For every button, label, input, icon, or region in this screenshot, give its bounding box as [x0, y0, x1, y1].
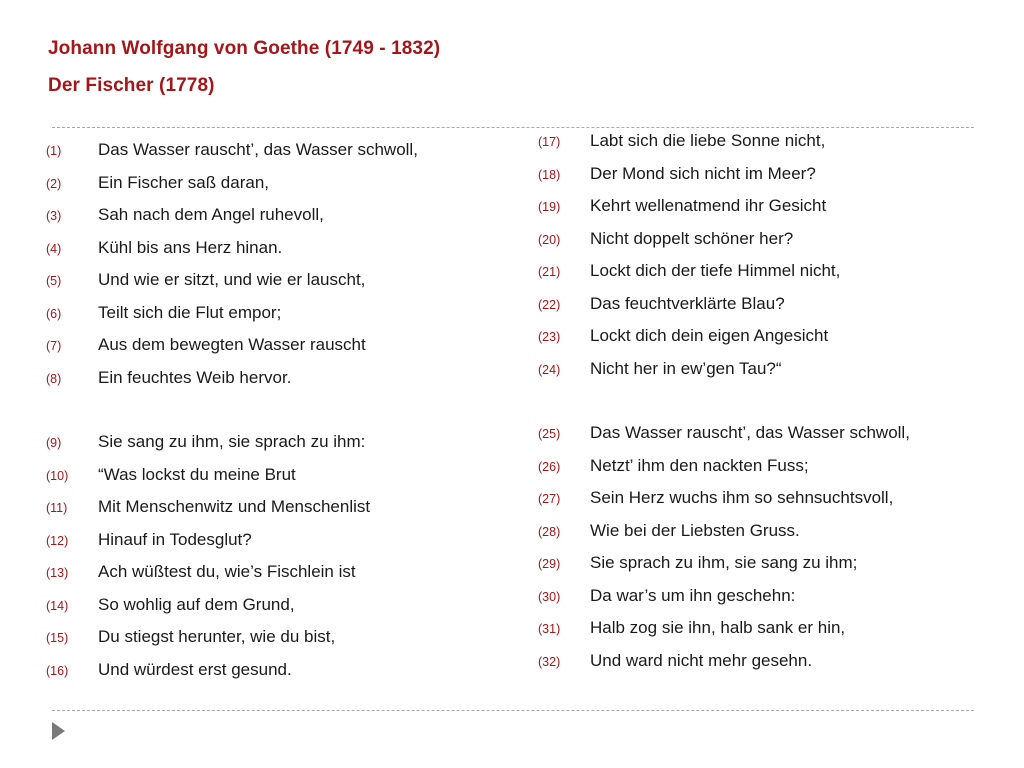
- line-number: (8): [46, 371, 62, 386]
- line-number: (1): [46, 144, 62, 158]
- line-number: (10): [46, 468, 69, 483]
- verse-text: Ach wüßtest du, wie’s Fischlein ist: [98, 562, 356, 581]
- line-number: (3): [46, 209, 62, 223]
- line-number: (11): [46, 501, 68, 515]
- line-number: (12): [46, 533, 69, 548]
- line-number: (5): [46, 274, 62, 288]
- line-number: (9): [46, 436, 62, 450]
- verse-text: “Was lockst du meine Brut: [98, 464, 296, 484]
- verse-text: Das Wasser rauscht’, das Wasser schwoll,: [98, 140, 418, 159]
- line-number: (31): [538, 622, 561, 636]
- line-number: (26): [538, 459, 561, 474]
- play-triangle-icon[interactable]: [52, 722, 65, 740]
- verse-text: Nicht her in ew’gen Tau?“: [590, 358, 782, 378]
- line-number: (21): [538, 265, 561, 279]
- line-number: (24): [538, 362, 561, 377]
- line-number: (29): [538, 557, 561, 571]
- verse-text: Der Mond sich nicht im Meer?: [590, 163, 816, 183]
- bottom-divider: [52, 710, 974, 711]
- verse-text: Lockt dich dein eigen Angesicht: [590, 326, 829, 345]
- verse-text: Ein feuchtes Weib hervor.: [98, 367, 292, 387]
- verse-text: Das feuchtverklärte Blau?: [590, 293, 785, 313]
- verse-text: Und würdest erst gesund.: [98, 659, 292, 679]
- line-number: (6): [46, 306, 62, 321]
- line-number: (2): [46, 176, 62, 191]
- line-number: (22): [538, 297, 561, 312]
- line-number: (30): [538, 589, 561, 604]
- line-number: (13): [46, 566, 69, 580]
- poem-title: Der Fischer (1778): [48, 75, 215, 96]
- verse-text: Labt sich die liebe Sonne nicht,: [590, 131, 826, 150]
- verse-text: Und ward nicht mehr gesehn.: [590, 650, 813, 670]
- verse-text: Das Wasser rauscht’, das Wasser schwoll,: [590, 423, 910, 442]
- author-title: Johann Wolfgang von Goethe (1749 - 1832): [48, 38, 441, 59]
- verse-text: Sie sprach zu ihm, sie sang zu ihm;: [590, 553, 858, 572]
- verse-text: Und wie er sitzt, und wie er lauscht,: [98, 270, 366, 289]
- line-number: (15): [46, 631, 69, 645]
- verse-text: Aus dem bewegten Wasser rauscht: [98, 335, 366, 354]
- verse-text: Ein Fischer saß daran,: [98, 172, 270, 192]
- line-number: (4): [46, 241, 62, 256]
- verse-text: Sein Herz wuchs ihm so sehnsuchtsvoll,: [590, 488, 894, 507]
- verse-text: Da war’s um ihn geschehn:: [590, 585, 796, 605]
- line-number: (19): [538, 200, 561, 214]
- line-number: (28): [538, 524, 561, 539]
- verse-text: Hinauf in Todesglut?: [98, 529, 252, 549]
- verse-text: So wohlig auf dem Grund,: [98, 594, 295, 614]
- line-number: (16): [46, 663, 69, 678]
- verse-text: Kühl bis ans Herz hinan.: [98, 237, 283, 257]
- verse-text: Teilt sich die Flut empor;: [98, 302, 282, 322]
- line-number: (25): [538, 427, 561, 441]
- verse-text: Sie sang zu ihm, sie sprach zu ihm:: [98, 432, 366, 451]
- line-number: (20): [538, 232, 561, 247]
- line-number: (14): [46, 598, 69, 613]
- verse-text: Wie bei der Liebsten Gruss.: [590, 520, 800, 540]
- line-number: (18): [538, 167, 561, 182]
- top-divider: [52, 127, 974, 128]
- verse-text: Mit Menschenwitz und Menschenlist: [98, 497, 371, 516]
- verse-text: Du stiegst herunter, wie du bist,: [98, 627, 336, 646]
- line-number: (32): [538, 654, 561, 669]
- line-number: (7): [46, 339, 62, 353]
- verse-text: Nicht doppelt schöner her?: [590, 228, 794, 248]
- line-number: (23): [538, 330, 561, 344]
- verse-text: Kehrt wellenatmend ihr Gesicht: [590, 196, 827, 215]
- line-number: (17): [538, 135, 561, 149]
- line-number: (27): [538, 492, 561, 506]
- verse-text: Netzt’ ihm den nackten Fuss;: [590, 455, 809, 475]
- verse-text: Sah nach dem Angel ruhevoll,: [98, 205, 324, 224]
- verse-text: Halb zog sie ihn, halb sank er hin,: [590, 618, 846, 637]
- verse-text: Lockt dich der tiefe Himmel nicht,: [590, 261, 841, 280]
